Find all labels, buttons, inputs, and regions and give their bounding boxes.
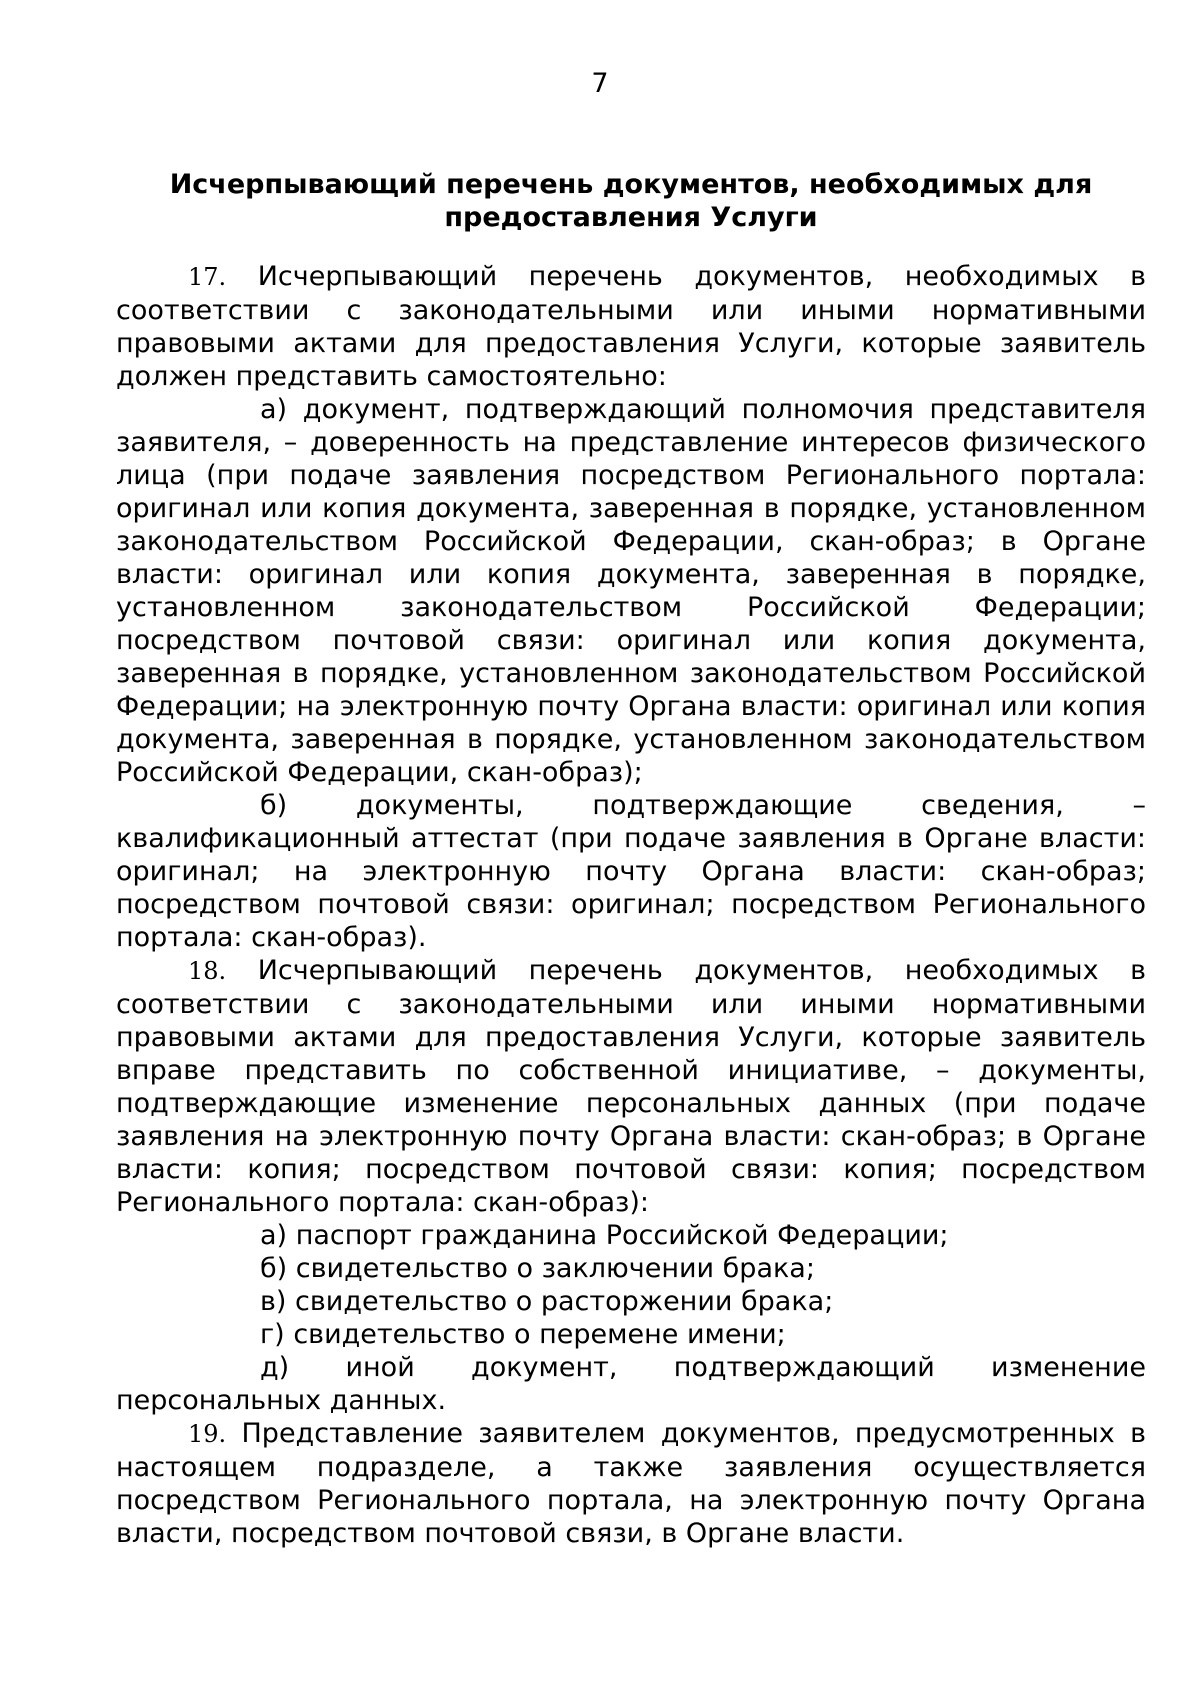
list-marker: б) (260, 790, 288, 821)
list-item-text: документ, подтверждающий полномочия представителя заявителя, – доверенность на представление интересов физического лица (при подаче заявления посредством Регионального портала: оригинал или копия документа, заверенная в порядке, установленном законодательством Российской Федерации, скан-образ; в Органе власти: оригинал или копия документа, заверенная в порядке, установленном законодательством Российской Федерации; посредством почтовой связи: оригинал или копия документа, заверенная в порядке, установленном законодательством Российской Федерации; на электронную почту Органа власти: оригинал или копия документа, заверенная в порядке, установленном законодательством Российской Федерации, скан-образ); (116, 394, 1146, 788)
paragraph-text: Исчерпывающий перечень документов, необходимых в соответствии с законодательными или иными нормативными правовыми актами для предоставления Услуги, которые заявитель должен представить самостоятельно: (116, 261, 1146, 392)
paragraph-number: 17. (188, 263, 227, 291)
paragraph-number: 18. (188, 957, 227, 985)
list-item-a (116, 1219, 1146, 1252)
paragraph-19 (116, 1417, 1146, 1550)
list-item-b (116, 1252, 1146, 1285)
list-item-text: свидетельство о заключении брака; (295, 1253, 815, 1284)
list-item-a (116, 393, 1146, 789)
list-marker: д) (260, 1352, 290, 1383)
list-item-b (116, 789, 1146, 954)
list-marker: в) (260, 1286, 287, 1317)
paragraph-number: 19. (188, 1420, 227, 1448)
list-item-text: паспорт гражданина Российской Федерации; (295, 1220, 949, 1251)
list-marker: б) (260, 1253, 288, 1284)
paragraph-18 (116, 954, 1146, 1219)
list-marker: а) (260, 394, 288, 425)
document-body (116, 260, 1146, 1550)
list-item-text: свидетельство о перемене имени; (293, 1319, 786, 1350)
list-item-g (116, 1318, 1146, 1351)
list-item-d (116, 1351, 1146, 1417)
list-item-text: иной документ, подтверждающий изменение персональных данных. (116, 1352, 1146, 1416)
list-item-v (116, 1285, 1146, 1318)
list-marker: г) (260, 1319, 285, 1350)
paragraph-text: Исчерпывающий перечень документов, необходимых в соответствии с законодательными или иными нормативными правовыми актами для предоставления Услуги, которые заявитель вправе представить по собственной инициативе, – документы, подтверждающие изменение персональных данных (при подаче заявления на электронную почту Органа власти: скан-образ; в Органе власти: копия; посредством почтовой связи: копия; посредством Регионального портала: скан-образ): (116, 955, 1146, 1218)
list-item-text: свидетельство о расторжении брака; (295, 1286, 834, 1317)
paragraph-text: Представление заявителем документов, предусмотренных в настоящем подразделе, а также заявления осуществляется посредством Регионального портала, на электронную почту Органа власти, посредством почтовой связи, в Органе власти. (116, 1418, 1146, 1549)
list-item-text: документы, подтверждающие сведения, – квалификационный аттестат (при подаче заявления в Органе власти: оригинал; на электронную почту Органа власти: скан-образ; посредством почтовой связи: оригинал; посредством Регионального портала: скан-образ). (116, 790, 1146, 953)
paragraph-17 (116, 260, 1146, 393)
section-heading: Исчерпывающий перечень документов, необходимых для предоставления Услуги (169, 169, 1093, 233)
list-marker: а) (260, 1220, 288, 1251)
page-number: 7 (591, 68, 609, 99)
